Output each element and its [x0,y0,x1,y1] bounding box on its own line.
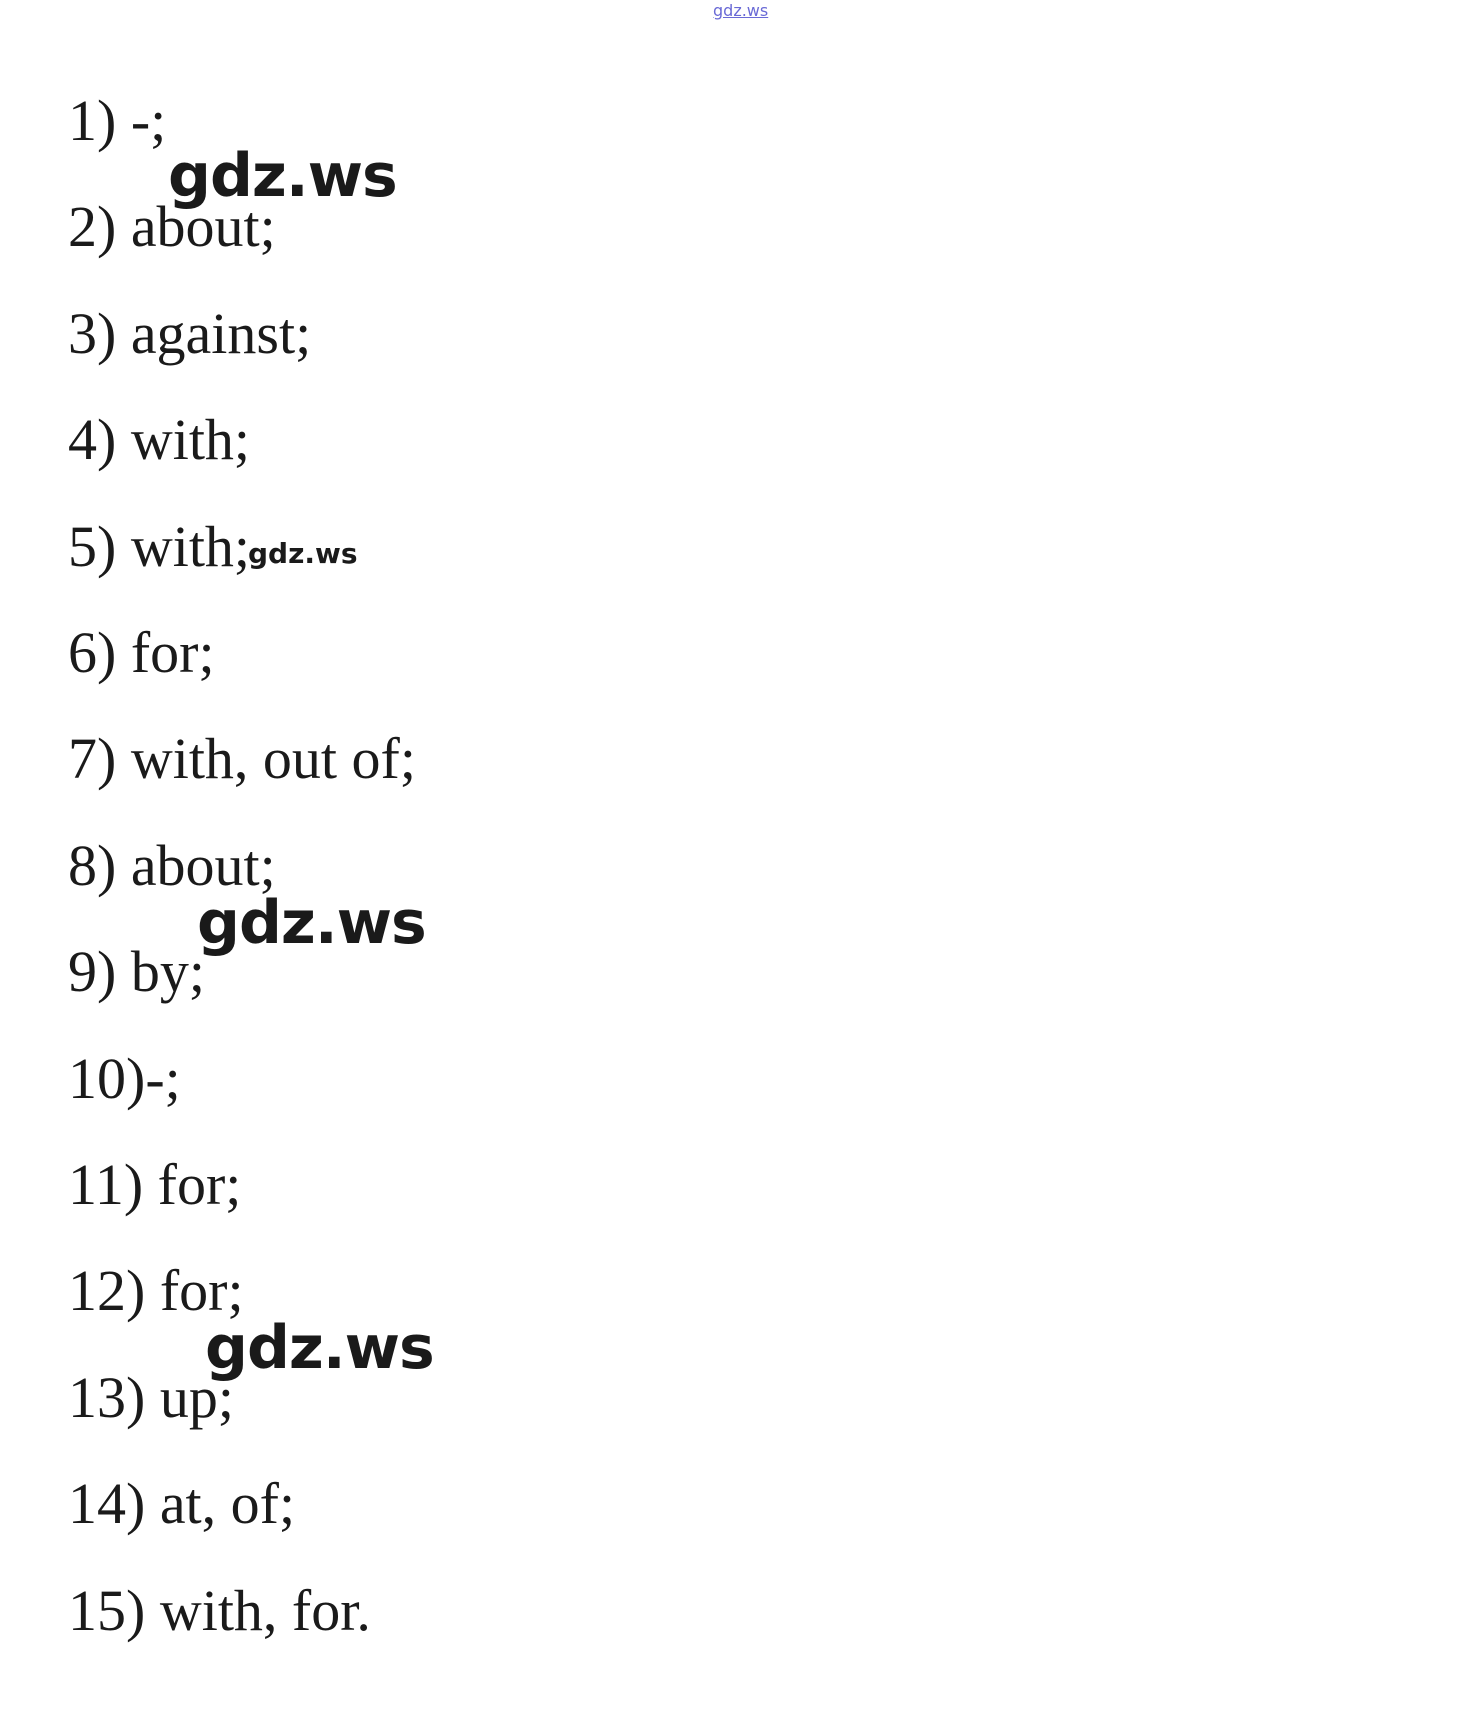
watermark-4: gdz.ws [205,1313,434,1383]
answer-item-3: 3) against; [68,301,312,366]
answer-item-2: 2) about; [68,194,276,259]
answer-item-6: 6) for; [68,620,215,685]
answer-item-1: 1) -; [68,88,167,153]
watermark-3: gdz.ws [197,888,426,958]
site-link[interactable]: gdz.ws [713,1,769,20]
answer-item-5: 5) with; [68,514,251,579]
answer-item-14: 14) at, of; [68,1471,296,1536]
watermark-1: gdz.ws [168,141,397,211]
answer-item-4: 4) with; [68,407,251,472]
answer-item-11: 11) for; [68,1152,242,1217]
watermark-2: gdz.ws [248,537,358,570]
answer-item-13: 13) up; [68,1365,234,1430]
answer-item-12: 12) for; [68,1258,244,1323]
answer-item-8: 8) about; [68,833,276,898]
answer-item-7: 7) with, out of; [68,726,416,791]
answer-item-15: 15) with, for. [68,1578,371,1643]
answer-item-10: 10)-; [68,1046,181,1111]
answer-item-9: 9) by; [68,939,205,1004]
